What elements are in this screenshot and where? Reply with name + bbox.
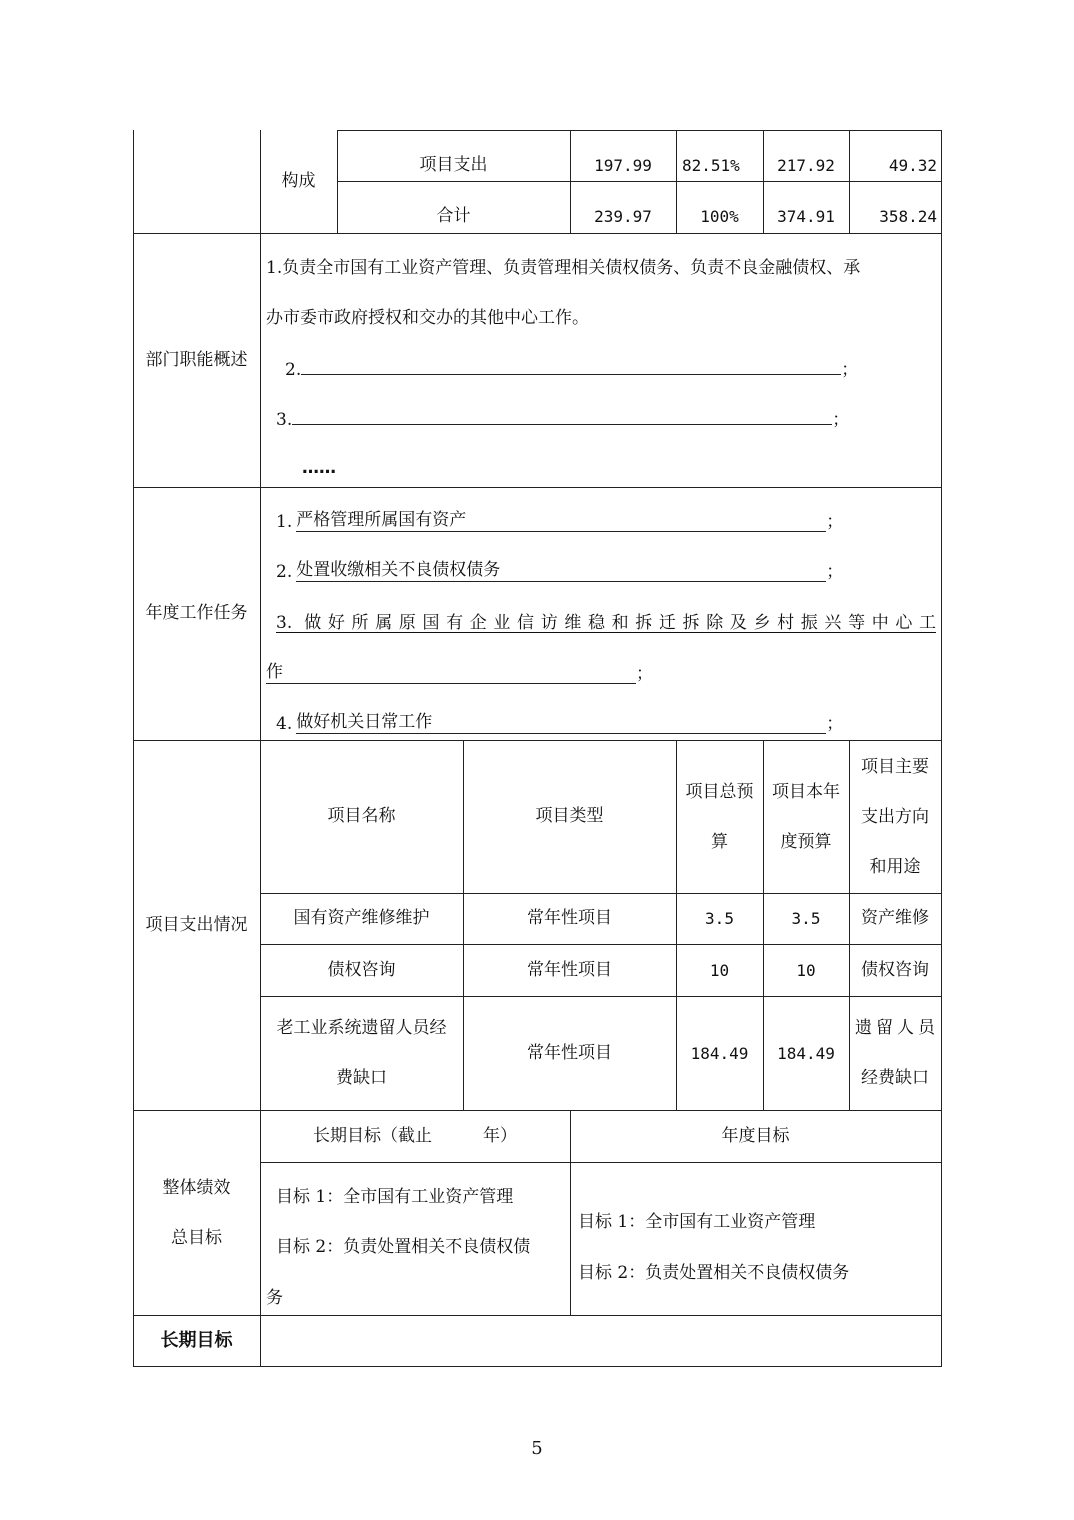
duty-item-2-prefix: 2. <box>285 360 302 380</box>
goals-label-line-1: 整体绩效 <box>162 1177 231 1198</box>
annual-tasks-label: 年度工作任务 <box>145 603 248 623</box>
budget-value-cell: 374.91 <box>777 207 835 226</box>
annual-goal-1: 目标 1：全市国有工业资产管理 <box>578 1212 816 1232</box>
budget-value-cell: 100% <box>700 207 739 226</box>
task-4 <box>276 711 843 737</box>
long-term-goal-header: 长期目标（截止 年） <box>313 1125 517 1146</box>
projects-label: 项目支出情况 <box>145 914 248 935</box>
task-2 <box>276 559 843 585</box>
header-main-use-line-3: 和用途 <box>869 856 921 877</box>
header-total-budget-line-1: 项目总预 <box>685 781 754 802</box>
long-term-goal-2-line-1: 目标 2：负责处置相关不良债权债 <box>276 1237 531 1257</box>
budget-value-cell: 217.92 <box>777 156 835 175</box>
duty-item-2 <box>285 356 858 383</box>
budget-item-cell: 项目支出 <box>419 155 488 175</box>
header-project-name: 项目名称 <box>327 806 396 826</box>
duty-item-3 <box>276 406 849 433</box>
project-type-cell: 常年性项目 <box>527 1042 612 1063</box>
project-use-line-2: 经费缺口 <box>861 1068 929 1088</box>
duty-item-3-prefix: 3. <box>276 410 293 430</box>
header-annual-budget <box>763 740 849 893</box>
separator: ； <box>826 562 844 582</box>
duty-item-1-line-1: 1.负责全市国有工业资产管理、负责管理相关债权债务、负责不良金融债权、承 <box>266 258 861 278</box>
separator: ； <box>636 664 653 684</box>
header-annual-budget-line-2: 度预算 <box>780 831 832 852</box>
header-main-use-line-2: 支出方向 <box>861 806 929 827</box>
goals-label-line-2: 总目标 <box>171 1227 222 1248</box>
header-main-use <box>849 740 941 893</box>
project-annual-cell: 10 <box>796 960 816 980</box>
duty-item-3-blank <box>292 406 832 425</box>
annual-goal-header: 年度目标 <box>721 1125 790 1146</box>
separator: ； <box>841 360 859 380</box>
header-total-budget <box>676 740 763 893</box>
task-3-line-1: 3. 做好所属原国有企业信访维稳和拆迁拆除及乡村振兴等中心工 <box>276 613 936 633</box>
task-4-prefix: 4. <box>276 714 293 734</box>
long-term-label: 长期目标 <box>160 1330 233 1351</box>
task-1-text: 严格管理所属国有资产 <box>296 510 467 530</box>
project-use-cell: 资产维修 <box>861 908 929 928</box>
budget-value-cell: 197.99 <box>594 156 652 175</box>
budget-row-label: 构成 <box>281 171 316 191</box>
task-3-line-2-text: 作 <box>266 662 283 682</box>
task-1 <box>276 509 843 535</box>
duties-label: 部门职能概述 <box>145 349 248 370</box>
project-name-line-1: 老工业系统遗留人员经 <box>276 1018 447 1038</box>
duty-item-2-blank <box>301 356 841 375</box>
project-name-cell: 债权咨询 <box>327 959 396 980</box>
budget-item-cell: 合计 <box>436 206 471 226</box>
duty-item-1-line-2: 办市委市政府授权和交办的其他中心工作。 <box>266 308 589 328</box>
header-main-use-line-1: 项目主要 <box>861 756 929 777</box>
project-use-cell: 债权咨询 <box>861 959 929 980</box>
budget-value-cell: 82.51% <box>682 156 740 175</box>
project-use-cell <box>849 996 941 1110</box>
task-2-prefix: 2. <box>276 562 293 582</box>
project-type-cell: 常年性项目 <box>527 908 612 928</box>
long-term-goal-2-line-2: 务 <box>266 1288 283 1308</box>
budget-value-cell: 358.24 <box>879 207 937 226</box>
project-name-cell: 国有资产维修维护 <box>293 908 430 928</box>
budget-value-cell: 49.32 <box>888 156 937 175</box>
budget-value-cell: 239.97 <box>594 207 652 226</box>
project-name-line-2: 费缺口 <box>336 1068 387 1088</box>
header-annual-budget-line-1: 项目本年 <box>772 781 840 802</box>
project-annual-cell: 184.49 <box>777 1043 835 1063</box>
page-number: 5 <box>531 1437 543 1459</box>
project-total-cell: 3.5 <box>705 909 734 928</box>
long-term-content <box>260 1315 941 1366</box>
separator: ； <box>832 410 850 430</box>
long-term-goal-1: 目标 1：全市国有工业资产管理 <box>276 1187 514 1207</box>
annual-goal-2: 目标 2：负责处置相关不良债权债务 <box>578 1263 850 1283</box>
task-1-prefix: 1. <box>276 512 293 532</box>
separator: ； <box>826 714 844 734</box>
project-total-cell: 10 <box>709 960 730 980</box>
header-total-budget-line-2: 算 <box>711 831 728 852</box>
project-use-line-1: 遗留人员 <box>855 1018 935 1038</box>
duty-ellipsis: …… <box>302 458 336 478</box>
project-total-cell: 184.49 <box>690 1043 749 1063</box>
task-3-line-2 <box>266 661 653 687</box>
header-project-type: 项目类型 <box>535 806 604 826</box>
project-annual-cell: 3.5 <box>791 909 821 928</box>
goals-label <box>133 1110 260 1315</box>
task-4-text: 做好机关日常工作 <box>296 712 433 732</box>
separator: ； <box>826 512 844 532</box>
project-type-cell: 常年性项目 <box>527 959 612 980</box>
task-2-text: 处置收缴相关不良债权债务 <box>296 560 501 580</box>
project-name-cell <box>260 996 463 1110</box>
